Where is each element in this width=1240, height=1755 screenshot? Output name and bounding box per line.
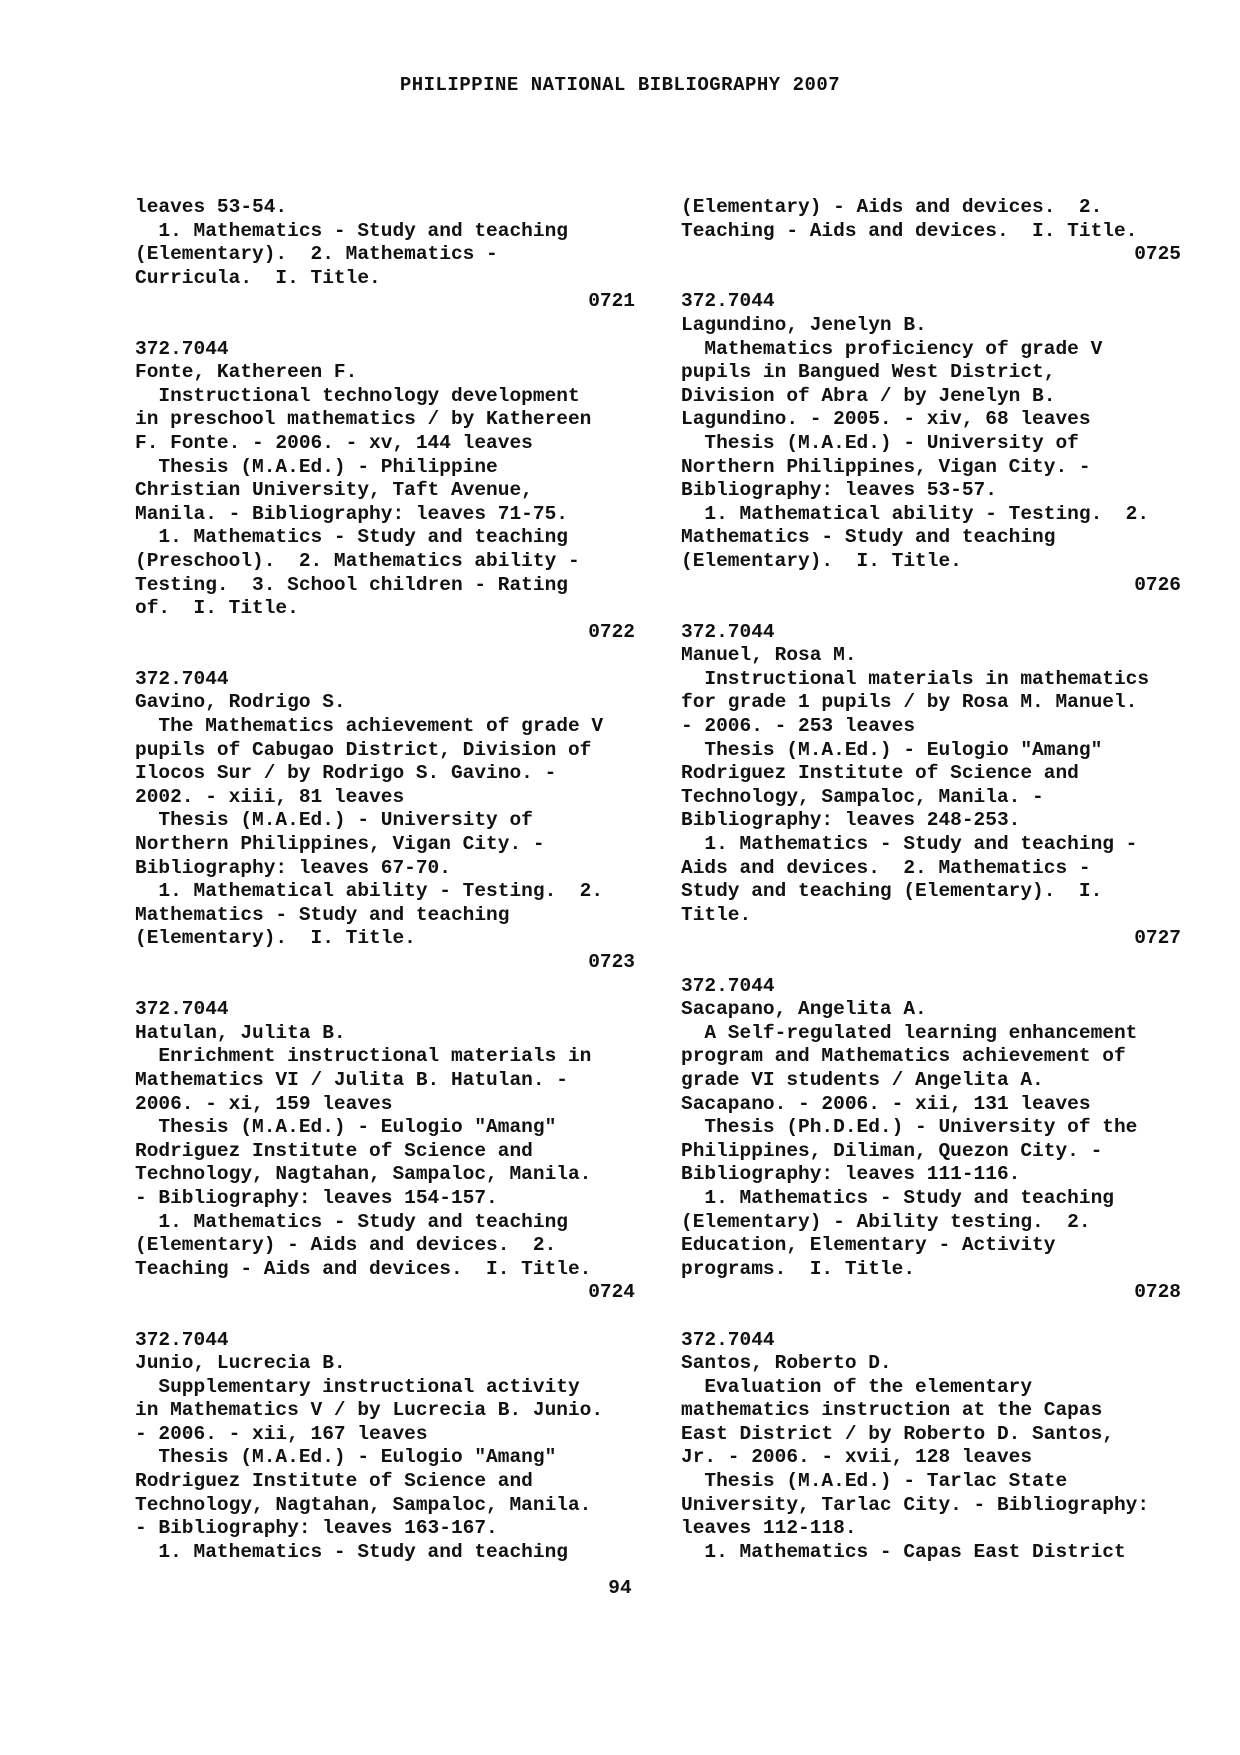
entry-number: 0722 (588, 620, 635, 643)
text-line: program and Mathematics achievement of (681, 1045, 1126, 1068)
text-line: Lagundino. - 2005. - xiv, 68 leaves (681, 408, 1091, 431)
text-line: Jr. - 2006. - xvii, 128 leaves (681, 1446, 1033, 1469)
text-line: programs. I. Title. (681, 1257, 916, 1280)
entry-separator (681, 597, 1181, 621)
text-line: Thesis (M.A.Ed.) - Tarlac State (681, 1470, 1068, 1493)
text-line: (Elementary) - Aids and devices. 2. (681, 196, 1103, 218)
entry-separator (135, 644, 635, 668)
text-line: 372.7044 (681, 1328, 775, 1351)
text-line: - 2006. - xii, 167 leaves (135, 1422, 428, 1445)
text-line: Teaching - Aids and devices. I. Title. (681, 219, 1138, 242)
text-line: Testing. 3. School children - Rating (135, 573, 568, 596)
text-line: Manila. - Bibliography: leaves 71-75. (135, 502, 568, 525)
left-column (135, 196, 635, 1564)
text-line: Supplementary instructional activity (135, 1375, 580, 1398)
text-line: Philippines, Diliman, Quezon City. - (681, 1139, 1103, 1162)
text-line: 2002. - xiii, 81 leaves (135, 785, 405, 808)
text-line: 1. Mathematics - Study and teaching - (681, 833, 1138, 856)
text-line: East District / by Roberto D. Santos, (681, 1422, 1114, 1445)
text-line: 372.7044 (135, 667, 229, 690)
text-line: (Elementary). I. Title. (681, 549, 962, 572)
entry-number: 0726 (1134, 573, 1181, 596)
entry-number: 0725 (1134, 243, 1181, 266)
text-line: Bibliography: leaves 111-116. (681, 1163, 1021, 1186)
text-line: Technology, Nagtahan, Sampaloc, Manila. (135, 1493, 592, 1516)
entry-number: 0724 (588, 1281, 635, 1304)
text-line: pupils of Cabugao District, Division of (135, 738, 592, 761)
text-line: Christian University, Taft Avenue, (135, 479, 533, 502)
entry-number: 0728 (1134, 1281, 1181, 1304)
entry-number: 0727 (1134, 927, 1181, 950)
entry-separator (135, 1305, 635, 1329)
text-line: A Self-regulated learning enhancement (681, 1021, 1138, 1044)
text-line: 1. Mathematics - Study and teaching (681, 1186, 1114, 1209)
text-line: leaves 53-54. (135, 196, 288, 218)
text-line: Curricula. I. Title. (135, 266, 381, 289)
right-column (681, 196, 1181, 1564)
text-line: Education, Elementary - Activity (681, 1234, 1056, 1257)
text-line: 1. Mathematical ability - Testing. 2. (681, 502, 1150, 525)
text-line: Instructional technology development (135, 384, 580, 407)
text-line: 1. Mathematics - Study and teaching (135, 1210, 568, 1233)
text-line: Aids and devices. 2. Mathematics - (681, 856, 1091, 879)
text-line: Northern Philippines, Vigan City. - (681, 455, 1091, 478)
text-line: Mathematics - Study and teaching (681, 526, 1056, 549)
text-line: Gavino, Rodrigo S. (135, 691, 346, 714)
text-line: Thesis (M.A.Ed.) - Eulogio "Amang" (681, 738, 1103, 761)
text-line: Thesis (M.A.Ed.) - Eulogio "Amang" (135, 1446, 557, 1469)
text-line: The Mathematics achievement of grade V (135, 715, 604, 738)
text-line: mathematics instruction at the Capas (681, 1399, 1103, 1422)
text-line: Bibliography: leaves 248-253. (681, 809, 1021, 832)
text-line: for grade 1 pupils / by Rosa M. Manuel. (681, 691, 1138, 714)
text-line: (Elementary) - Ability testing. 2. (681, 1210, 1091, 1233)
text-line: Title. (681, 903, 752, 926)
text-line: in preschool mathematics / by Kathereen (135, 408, 592, 431)
text-line: Sacapano. - 2006. - xii, 131 leaves (681, 1092, 1091, 1115)
text-line: Evaluation of the elementary (681, 1375, 1033, 1398)
entry-separator (681, 267, 1181, 291)
text-line: Thesis (M.A.Ed.) - Eulogio "Amang" (135, 1116, 557, 1139)
entry-separator (135, 975, 635, 999)
text-line: 2006. - xi, 159 leaves (135, 1092, 393, 1115)
text-line: Ilocos Sur / by Rodrigo S. Gavino. - (135, 762, 557, 785)
text-line: Northern Philippines, Vigan City. - (135, 833, 545, 856)
text-line: Mathematics proficiency of grade V (681, 337, 1103, 360)
text-line: Mathematics VI / Julita B. Hatulan. - (135, 1068, 568, 1091)
text-line: - 2006. - 253 leaves (681, 715, 916, 738)
text-line: F. Fonte. - 2006. - xv, 144 leaves (135, 431, 533, 454)
text-line: Manuel, Rosa M. (681, 644, 857, 667)
entry-number: 0721 (588, 290, 635, 313)
text-line: 1. Mathematics - Capas East District (681, 1540, 1126, 1563)
text-line: leaves 112-118. (681, 1517, 857, 1540)
text-line: Lagundino, Jenelyn B. (681, 313, 927, 336)
text-line: 1. Mathematics - Study and teaching (135, 1540, 568, 1563)
text-line: Rodriguez Institute of Science and (681, 762, 1079, 785)
text-line: Rodriguez Institute of Science and (135, 1139, 533, 1162)
text-line: Thesis (M.A.Ed.) - University of (681, 431, 1079, 454)
text-line: Teaching - Aids and devices. I. Title. (135, 1257, 592, 1280)
text-line: Junio, Lucrecia B. (135, 1352, 346, 1375)
text-line: 1. Mathematics - Study and teaching (135, 219, 568, 242)
text-line: Rodriguez Institute of Science and (135, 1470, 533, 1493)
text-line: Technology, Nagtahan, Sampaloc, Manila. (135, 1163, 592, 1186)
text-line: Fonte, Kathereen F. (135, 361, 358, 384)
text-line: - Bibliography: leaves 163-167. (135, 1517, 498, 1540)
text-line: Study and teaching (Elementary). I. (681, 880, 1103, 903)
page-number: 94 (608, 1577, 632, 1599)
text-line: (Preschool). 2. Mathematics ability - (135, 549, 580, 572)
text-line: 372.7044 (681, 974, 775, 997)
text-line: (Elementary) - Aids and devices. 2. (135, 1234, 557, 1257)
page-header: PHILIPPINE NATIONAL BIBLIOGRAPHY 2007 (399, 74, 841, 96)
text-line: 372.7044 (681, 620, 775, 643)
text-line: 372.7044 (135, 337, 229, 360)
text-line: grade VI students / Angelita A. (681, 1068, 1044, 1091)
text-line: Hatulan, Julita B. (135, 1021, 346, 1044)
text-line: Division of Abra / by Jenelyn B. (681, 384, 1056, 407)
text-line: 372.7044 (681, 290, 775, 313)
text-line: 1. Mathematics - Study and teaching (135, 526, 568, 549)
text-line: Thesis (M.A.Ed.) - University of (135, 809, 533, 832)
text-line: Thesis (Ph.D.Ed.) - University of the (681, 1116, 1138, 1139)
text-line: in Mathematics V / by Lucrecia B. Junio. (135, 1399, 604, 1422)
text-line: Instructional materials in mathematics (681, 667, 1150, 690)
text-line: 372.7044 (135, 1328, 229, 1351)
text-line: Santos, Roberto D. (681, 1352, 892, 1375)
text-line: Sacapano, Angelita A. (681, 998, 927, 1021)
text-line: 372.7044 (135, 998, 229, 1021)
text-line: of. I. Title. (135, 597, 299, 620)
text-line: Technology, Sampaloc, Manila. - (681, 785, 1044, 808)
text-line: Bibliography: leaves 67-70. (135, 856, 451, 879)
text-line: pupils in Bangued West District, (681, 361, 1056, 384)
text-line: Mathematics - Study and teaching (135, 903, 510, 926)
text-line: Enrichment instructional materials in (135, 1045, 592, 1068)
text-line: (Elementary). 2. Mathematics - (135, 243, 498, 266)
entry-separator (681, 1305, 1181, 1329)
text-line: Bibliography: leaves 53-57. (681, 479, 997, 502)
entry-separator (681, 951, 1181, 975)
entry-number: 0723 (588, 951, 635, 973)
text-line: Thesis (M.A.Ed.) - Philippine (135, 455, 498, 478)
text-line: University, Tarlac City. - Bibliography: (681, 1493, 1150, 1516)
text-line: - Bibliography: leaves 154-157. (135, 1186, 498, 1209)
entry-separator (135, 314, 635, 338)
text-line: (Elementary). I. Title. (135, 927, 416, 950)
text-line: 1. Mathematical ability - Testing. 2. (135, 880, 604, 903)
